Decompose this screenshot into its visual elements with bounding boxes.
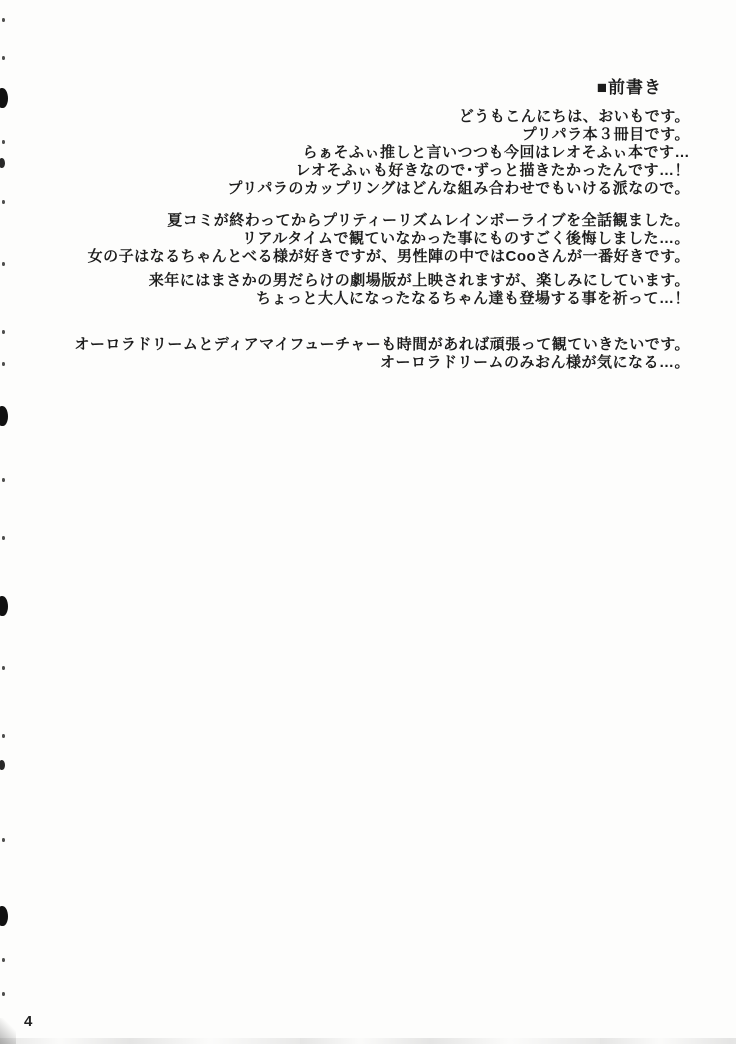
scan-artifact <box>2 262 5 266</box>
scan-artifact <box>2 838 5 842</box>
scan-artifact <box>0 406 8 426</box>
afterword-text <box>40 78 690 372</box>
scan-artifact <box>2 362 5 366</box>
scan-artifact <box>2 330 5 334</box>
scan-artifact <box>0 158 5 168</box>
text-line: らぁそふぃ推しと言いつつも今回はレオそふぃ本です… <box>302 144 690 161</box>
text-line: どうもこんにちは、おいもです。 <box>458 108 690 125</box>
scan-artifact <box>2 666 5 670</box>
scan-artifact <box>2 140 5 144</box>
scan-artifact <box>2 56 5 60</box>
scan-artifact <box>0 760 5 770</box>
paragraph-3 <box>40 272 690 308</box>
scan-artifact <box>2 478 5 482</box>
scan-artifact <box>0 596 8 616</box>
text-line: プリパラのカップリングはどんな組み合わせでもいける派なので。 <box>227 180 690 197</box>
text-line: リアルタイムで観ていなかった事にものすごく後悔しました…。 <box>241 230 690 247</box>
page-number: 4 <box>24 1013 33 1030</box>
text-line: ちょっと大人になったなるちゃん達も登場する事を祈って…！ <box>255 290 690 307</box>
paragraph-2 <box>40 212 690 266</box>
section-heading: ■前書き <box>596 78 662 97</box>
text-line: オーロラドリームのみおん様が気になる…。 <box>379 354 690 371</box>
scan-artifact <box>2 200 5 204</box>
scan-artifact <box>2 536 5 540</box>
scan-artifact <box>2 992 5 996</box>
text-line: 女の子はなるちゃんとべる様が好きですが、男性陣の中ではCooさんが一番好きです。 <box>87 248 690 265</box>
text-line: 来年にはまさかの男だらけの劇場版が上映されますが、楽しみにしています。 <box>148 272 690 289</box>
scan-artifact <box>2 734 5 738</box>
text-line: プリパラ本３冊目です。 <box>521 126 690 143</box>
scan-artifact <box>2 18 5 22</box>
paragraph-1 <box>40 108 690 198</box>
scan-edge-shadow <box>0 1038 736 1044</box>
paragraph-4 <box>40 336 690 372</box>
text-line: オーロラドリームとディアマイフューチャーも時間があれば頑張って観ていきたいです。 <box>74 336 690 353</box>
scan-artifact <box>2 958 5 962</box>
text-line: レオそふぃも好きなので･ずっと描きたかったんです…！ <box>295 162 690 179</box>
scan-artifact <box>0 88 8 108</box>
scan-artifact <box>0 906 8 926</box>
text-line: 夏コミが終わってからプリティーリズムレインボーライブを全話観ました。 <box>167 212 690 229</box>
